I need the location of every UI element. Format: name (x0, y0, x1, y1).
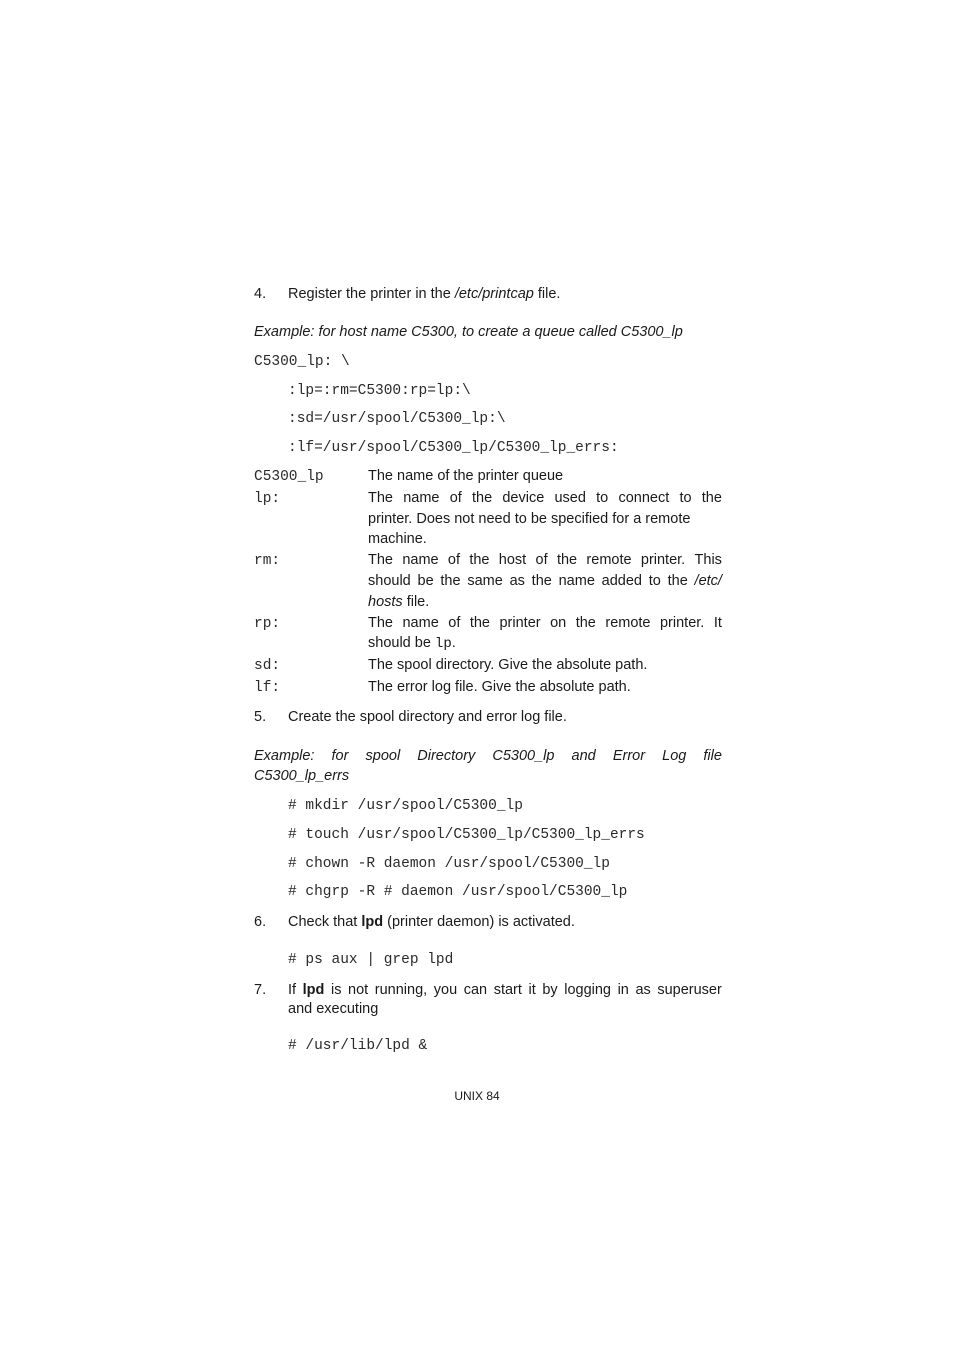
definition-term: rp: (254, 615, 281, 632)
definition-term: lp: (254, 490, 281, 507)
definition-row (254, 613, 724, 656)
printcap-line: C5300_lp: \ (254, 354, 350, 370)
step-4-text-before: Register the printer in the (288, 286, 455, 302)
command-line: # touch /usr/spool/C5300_lp/C5300_lp_errs (288, 827, 645, 843)
definition-description: The name of the printer on the remote printer. It should be lp. (368, 614, 722, 653)
command-line: # mkdir /usr/spool/C5300_lp (288, 798, 523, 814)
definition-description: The name of the host of the remote printer. This should be the same as the name added to the /etc/ hosts file. (368, 552, 722, 610)
definition-description: The name of the printer queue (368, 468, 564, 484)
step-6-number: 6. (254, 914, 267, 930)
justified-line: The name of the host of the remote printer. This (368, 552, 722, 569)
example-heading-spool-line2: C5300_lp_errs (254, 768, 350, 784)
command-line: # ps aux | grep lpd (288, 952, 454, 968)
printcap-line: :lf=/usr/spool/C5300_lp/C5300_lp_errs: (288, 440, 619, 456)
definition-row (254, 655, 724, 677)
step-4-text (288, 284, 560, 304)
step-6-text: Check that lpd (printer daemon) is activated. (288, 914, 575, 930)
definition-row (254, 488, 724, 550)
printcap-path: /etc/printcap (454, 286, 534, 302)
justified-line: The name of the printer on the remote printer. It (368, 614, 722, 631)
example-heading-spool: Example: for spool Directory C5300_lp and Error Log file (254, 748, 722, 764)
example-heading-printcap: Example: for host name C5300, to create a queue called C5300_lp (254, 324, 683, 340)
definition-description: The error log file. Give the absolute path. (368, 678, 631, 695)
step-7-line-1: If lpd is not running, you can start it by logging in as superuser (288, 982, 722, 998)
step-4-text-after: file. (533, 286, 561, 302)
step-5-number: 5. (254, 709, 267, 725)
justified-line: should be the same as the name added to the /etc/ (368, 572, 722, 589)
command-line: # /usr/lib/lpd & (288, 1038, 428, 1054)
command-line: # chown -R daemon /usr/spool/C5300_lp (288, 856, 610, 872)
lpd-term: lpd (361, 914, 384, 930)
step-7-line-2: and executing (288, 1001, 379, 1017)
page-footer: UNIX 84 (454, 1089, 500, 1103)
step-7-number: 7. (254, 982, 267, 998)
printcap-line: :lp=:rm=C5300:rp=lp:\ (288, 383, 471, 399)
lpd-term: lpd (302, 982, 325, 998)
definition-description: The spool directory. Give the absolute path. (368, 657, 648, 674)
definition-term: rm: (254, 553, 281, 570)
justified-line: The name of the device used to connect to the (368, 489, 722, 506)
definition-row (254, 466, 724, 488)
definition-term: sd: (254, 658, 281, 675)
command-line: # chgrp -R # daemon /usr/spool/C5300_lp (288, 884, 628, 900)
definition-row (254, 550, 724, 612)
definition-row (254, 677, 724, 699)
definition-term: lf: (254, 679, 281, 696)
step-5-text: Create the spool directory and error log file. (288, 709, 567, 725)
step-4-number: 4. (254, 286, 267, 302)
printcap-line: :sd=/usr/spool/C5300_lp:\ (288, 411, 506, 427)
definition-term: C5300_lp (254, 469, 324, 485)
printcap-definitions (254, 466, 724, 699)
definition-description: The name of the device used to connect to the printer. Does not need to be specified for a remote machine. (368, 489, 722, 548)
